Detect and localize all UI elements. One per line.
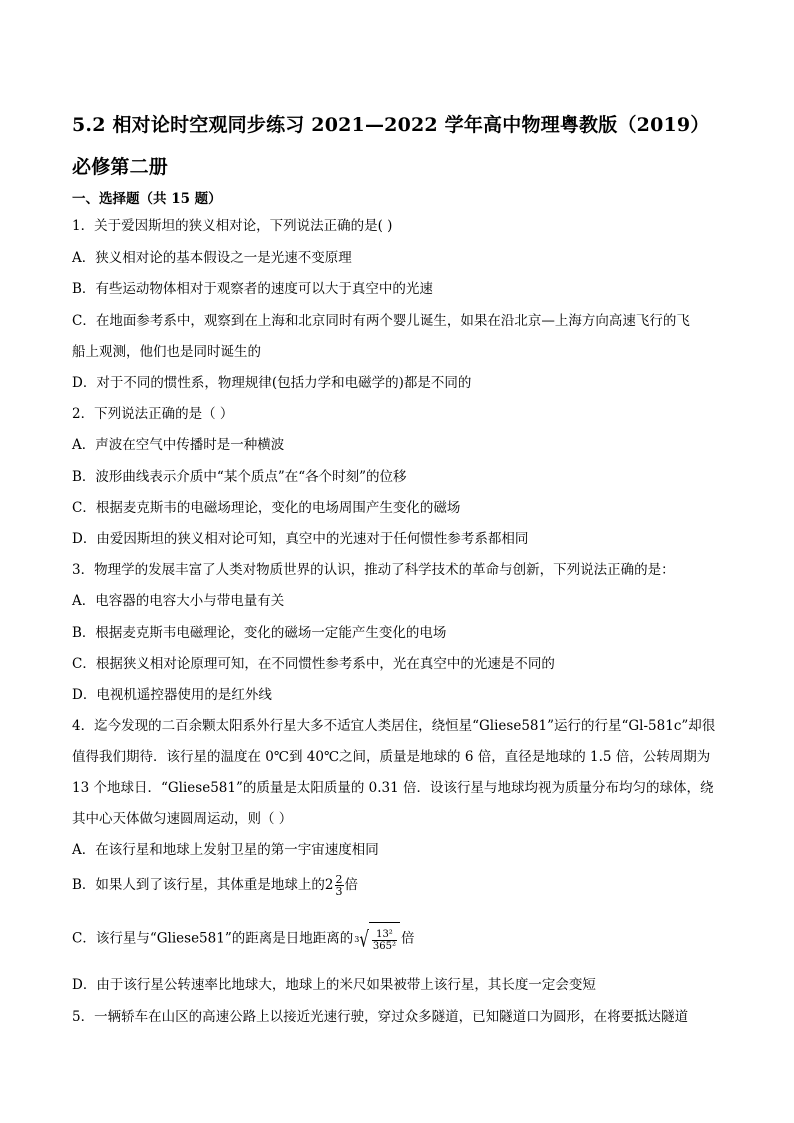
q1-option-c-line1: C．在地面参考系中，观察到在上海和北京同时有两个婴儿诞生，如果在沿北京—上海方向高速飞行的飞 bbox=[72, 313, 690, 329]
document-title bbox=[72, 104, 722, 188]
q4-stem-line4: 其中心天体做匀速圆周运动，则（ ） bbox=[72, 811, 293, 827]
q4-option-c-text: C．该行星与“Gliese581”的距离是日地距离的 bbox=[72, 930, 354, 947]
q2-option-c: C．根据麦克斯韦的电磁场理论，变化的电场周围产生变化的磁场 bbox=[72, 500, 461, 516]
q2-option-b: B．波形曲线表示介质中“某个质点”在“各个时刻”的位移 bbox=[72, 469, 407, 485]
fraction-numerator: 2 bbox=[335, 873, 343, 886]
fraction-denominator: 3 bbox=[335, 885, 343, 898]
q4-option-b-suffix: 倍 bbox=[344, 877, 359, 893]
q4-stem-line2: 值得我们期待．该行星的温度在 0℃到 40℃之间，质量是地球的 6 倍，直径是地球的 1.5 倍，公转周期为 bbox=[72, 749, 711, 765]
radicand bbox=[369, 922, 400, 956]
q1-option-a: A．狭义相对论的基本假设之一是光速不变原理 bbox=[72, 250, 352, 266]
q1-option-c-line2: 船上观测，他们也是同时诞生的 bbox=[72, 344, 261, 360]
q4-stem-line1: 4．迄今发现的二百余颗太阳系外行星大多不适宜人类居住，绕恒星“Gliese581”运行的行星“Gl-581c”却很 bbox=[72, 718, 716, 734]
q1-option-b: B．有些运动物体相对于观察者的速度可以大于真空中的光速 bbox=[72, 281, 433, 297]
q1-stem: 1．关于爱因斯坦的狭义相对论，下列说法正确的是( ) bbox=[72, 218, 393, 234]
q2-option-d: D．由爱因斯坦的狭义相对论可知，真空中的光速对于任何惯性参考系都相同 bbox=[72, 531, 529, 547]
q4-option-b-fraction bbox=[335, 874, 344, 897]
fraction-numerator: 13² bbox=[372, 929, 397, 941]
radical-sign-icon: √ bbox=[359, 925, 369, 953]
title-line-1: 5.2 相对论时空观同步练习 2021—2022 学年高中物理粤教版（2019） bbox=[72, 114, 710, 136]
cube-root-expression bbox=[354, 922, 400, 956]
q1-option-d: D．对于不同的惯性系，物理规律(包括力学和电磁学的)都是不同的 bbox=[72, 375, 472, 391]
q4-option-b bbox=[72, 872, 722, 898]
q3-option-d: D．电视机遥控器使用的是红外线 bbox=[72, 687, 272, 703]
q2-option-a: A．声波在空气中传播时是一种横波 bbox=[72, 437, 285, 453]
q4-option-b-whole: 2 bbox=[324, 877, 334, 893]
q4-option-d: D．由于该行星公转速率比地球大，地球上的米尺如果被带上该行星，其长度一定会变短 bbox=[72, 977, 596, 993]
radicand-fraction bbox=[372, 929, 397, 952]
section-heading: 一、选择题（共 15 题） bbox=[72, 191, 222, 207]
q4-option-b-text: B．如果人到了该行星，其体重是地球上的 bbox=[72, 877, 325, 893]
q5-stem-line1: 5．一辆轿车在山区的高速公路上以接近光速行驶，穿过众多隧道，已知隧道口为圆形，在将要抵达隧道 bbox=[72, 1009, 689, 1025]
title-line-2: 必修第二册 bbox=[72, 156, 169, 178]
q3-option-a: A．电容器的电容大小与带电量有关 bbox=[72, 593, 285, 609]
q4-option-a: A．在该行星和地球上发射卫星的第一宇宙速度相同 bbox=[72, 842, 379, 858]
q3-stem: 3．物理学的发展丰富了人类对物质世界的认识，推动了科学技术的革命与创新，下列说法正确的是： bbox=[72, 562, 675, 578]
root-index: 3 bbox=[354, 935, 360, 944]
q2-stem: 2．下列说法正确的是（ ） bbox=[72, 406, 234, 422]
q3-option-c: C．根据狭义相对论原理可知，在不同惯性参考系中，光在真空中的光速是不同的 bbox=[72, 656, 555, 672]
q3-option-b: B．根据麦克斯韦电磁理论，变化的磁场一定能产生变化的电场 bbox=[72, 625, 447, 641]
q4-stem-line3: 13 个地球日．“Gliese581”的质量是太阳质量的 0.31 倍．设该行星与地球均视为质量分布均匀的球体，绕 bbox=[72, 780, 714, 796]
fraction-denominator: 365² bbox=[372, 941, 396, 952]
q4-option-c-suffix: 倍 bbox=[401, 930, 415, 947]
q4-option-c bbox=[72, 922, 722, 956]
